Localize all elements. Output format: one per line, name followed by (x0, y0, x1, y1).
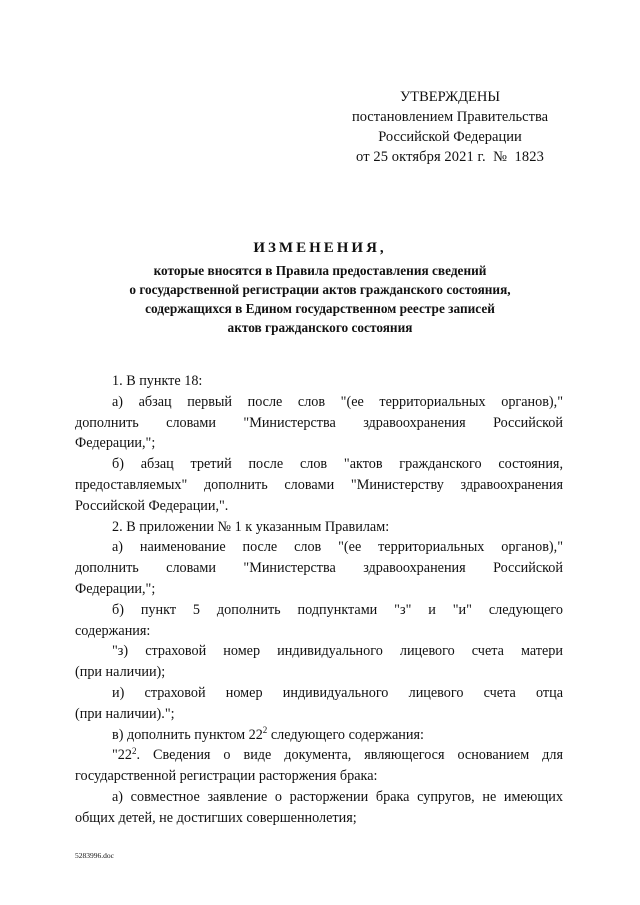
subtitle-line: актов гражданского состояния (227, 320, 413, 335)
document-heading: ИЗМЕНЕНИЯ, (253, 240, 387, 256)
paragraph-1-title: 1. В пункте 18: (112, 373, 203, 389)
document-subtitle (60, 261, 580, 337)
paragraph-text: а) совместное заявление о расторжении брака супругов, не имеющих (112, 788, 563, 805)
file-name-footer: 5283996.doc (75, 851, 114, 860)
paragraph-text: дополнить словами "Министерства здравоохранения Российской (75, 560, 563, 577)
paragraph-text: а) наименование после слов "(ее территориальных органов)," (112, 539, 563, 556)
paragraph-text: б) абзац третий после слов "актов гражданского состояния, (112, 456, 563, 473)
approval-block (330, 87, 570, 167)
paragraph-text: содержания: (75, 622, 151, 639)
paragraph-text: Федерации,"; (75, 435, 156, 452)
approval-line: Российской Федерации (378, 129, 522, 145)
paragraph-text: в) дополнить пунктом $22^2$ следующего содержания: (112, 724, 424, 743)
paragraph-text: общих детей, не достигших совершеннолетия; (75, 809, 357, 826)
paragraph-text: "22 2 . Сведения о виде документа, являющегося основанием для (112, 746, 563, 764)
subtitle-line: о государственной регистрации актов гражданского состояния, (129, 282, 511, 297)
paragraph-text: Российской Федерации,". (75, 497, 229, 514)
approval-line: постановлением Правительства (351, 109, 549, 125)
paragraph-text: предоставляемых" дополнить словами "Министерству здравоохранения (75, 476, 563, 493)
paragraph-text: государственной регистрации расторжения брака: (75, 768, 378, 785)
paragraph-text: Федерации,"; (75, 580, 156, 597)
subtitle-line: содержащихся в Едином государственном реестре записей (145, 301, 495, 316)
paragraph-text: (при наличии)."; (75, 705, 175, 722)
paragraph-2-title: 2. В приложении № 1 к указанным Правилам: (112, 518, 390, 535)
paragraph-text: (при наличии); (75, 664, 166, 681)
paragraph-text: "з) страховой номер индивидуального лицевого счета матери (112, 643, 563, 660)
document-body (75, 371, 563, 829)
paragraph-text: дополнить словами "Министерства здравоохранения Российской (75, 414, 563, 431)
paragraph-text: б) пункт 5 дополнить подпунктами "з" и "и" следующего (112, 601, 563, 618)
subtitle-line: которые вносятся в Правила предоставления сведений (153, 263, 487, 278)
paragraph-text: а) абзац первый после слов "(ее территориальных органов)," (112, 393, 563, 410)
paragraph-text: и) страховой номер индивидуального лицевого счета отца (112, 684, 563, 701)
approval-date: от 25 октября 2021 г. № 1823 (356, 149, 544, 165)
approval-title: УТВЕРЖДЕНЫ (399, 89, 501, 105)
